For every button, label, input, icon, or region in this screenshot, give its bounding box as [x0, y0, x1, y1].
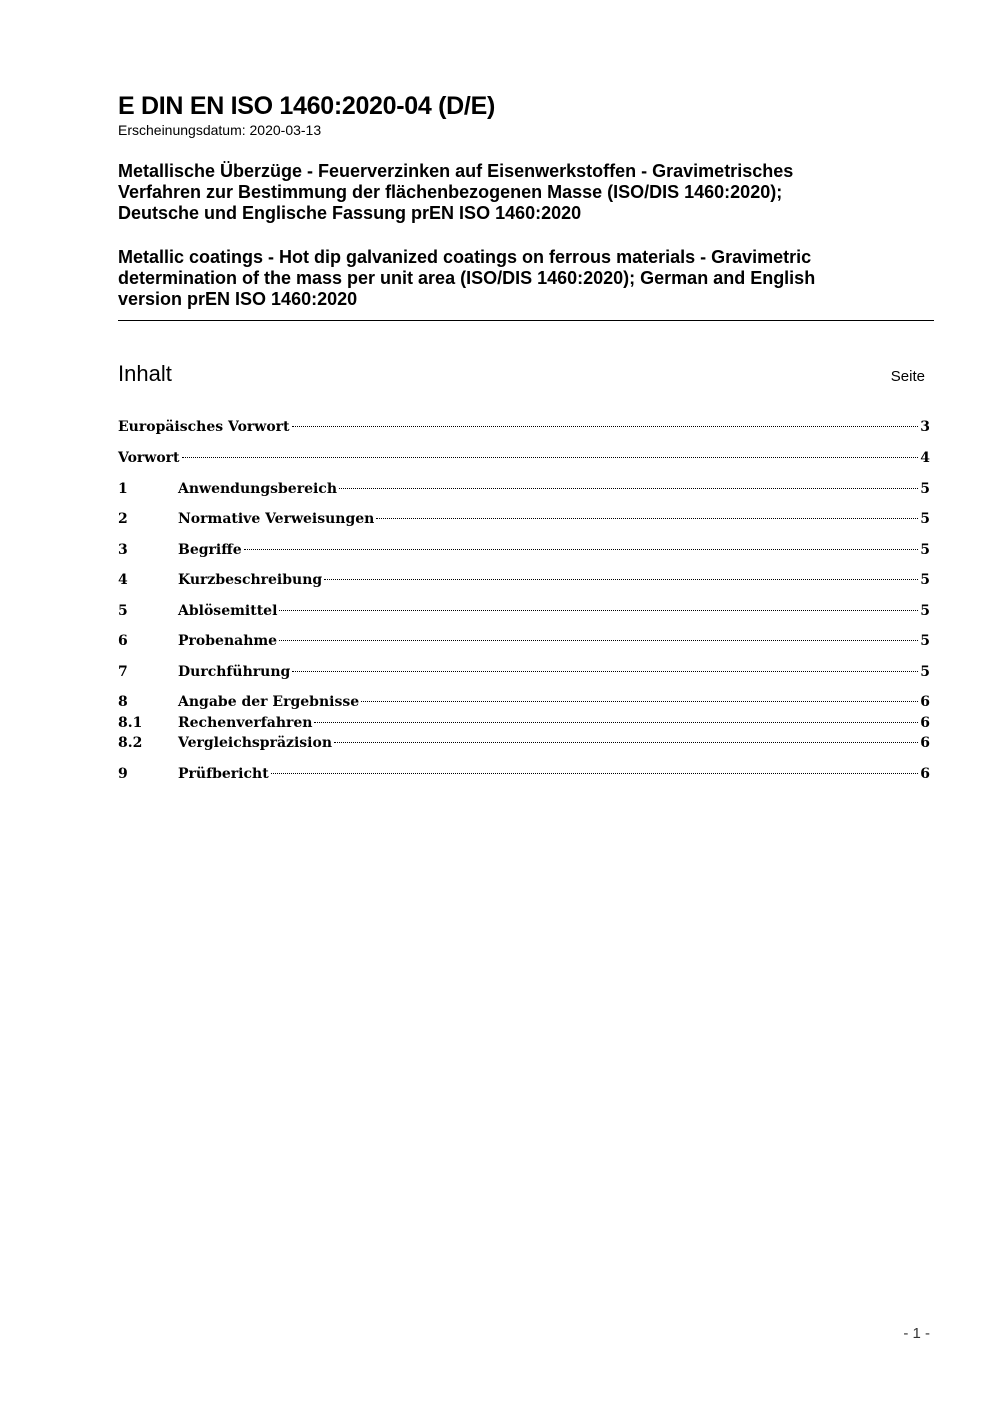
toc-entry[interactable]: [118, 733, 930, 753]
toc-entry-label: Europäisches Vorwort: [118, 419, 290, 435]
title-english: [118, 247, 934, 310]
toc-entry-label: Ablösemittel: [178, 603, 278, 619]
toc-entry[interactable]: [118, 479, 930, 499]
toc-entry[interactable]: [118, 662, 930, 682]
document-header: [118, 92, 934, 310]
toc-entry-number: 6: [118, 633, 128, 649]
toc-entry-label: Kurzbeschreibung: [178, 572, 323, 588]
toc-leader-dots: [361, 701, 918, 702]
toc-page-label: Seite: [890, 368, 925, 385]
title-german: [118, 161, 934, 224]
toc-entry-label: Vergleichspräzision: [178, 735, 332, 751]
toc-leader-dots: [339, 488, 918, 489]
toc-leader-dots: [376, 518, 918, 519]
title-german-line: Verfahren zur Bestimmung der flächenbezogenen Masse (ISO/DIS 1460:2020);: [118, 182, 783, 202]
toc-leader-dots: [314, 722, 918, 723]
title-english-line: determination of the mass per unit area (ISO/DIS 1460:2020); German and English: [118, 268, 816, 288]
publication-date: Erscheinungsdatum: 2020-03-13: [118, 122, 322, 138]
toc-entry[interactable]: [118, 448, 930, 468]
toc-leader-dots: [292, 671, 918, 672]
toc-entry-page: 5: [920, 633, 930, 649]
toc-entry-number: 1: [118, 481, 128, 497]
toc-entry[interactable]: [118, 764, 930, 784]
title-german-line: Metallische Überzüge - Feuerverzinken auf Eisenwerkstoffen - Gravimetrisches: [118, 161, 794, 181]
toc-entry[interactable]: [118, 631, 930, 651]
toc-entry-label: Durchführung: [178, 664, 291, 680]
title-divider: [118, 320, 934, 321]
toc-entry-page: 5: [920, 572, 930, 588]
toc-leader-dots: [271, 773, 919, 774]
toc-leader-dots: [279, 610, 918, 611]
toc-entry-page: 5: [920, 603, 930, 619]
title-english-line: Metallic coatings - Hot dip galvanized coatings on ferrous materials - Gravimetric: [118, 247, 812, 267]
toc-leader-dots: [324, 579, 918, 580]
toc-entry-page: 5: [920, 481, 930, 497]
toc-entry-page: 3: [920, 419, 930, 435]
toc-leader-dots: [182, 457, 919, 458]
toc-entry-number: 7: [118, 664, 128, 680]
toc-entry-label: Prüfbericht: [178, 766, 269, 782]
document-code: E DIN EN ISO 1460:2020-04 (D/E): [118, 92, 495, 120]
toc-leader-dots: [292, 426, 919, 427]
toc-entry[interactable]: [118, 570, 930, 590]
toc-entry-label: Anwendungsbereich: [178, 481, 337, 497]
toc-entry-number: 8.2: [118, 735, 143, 751]
toc-entry-label: Probenahme: [178, 633, 278, 649]
toc-entry-page: 4: [920, 450, 930, 466]
toc-entry[interactable]: [118, 713, 930, 733]
toc-entry[interactable]: [118, 417, 930, 437]
toc-entry-number: 3: [118, 542, 128, 558]
toc-entry-page: 6: [920, 735, 930, 751]
toc-entry-number: 2: [118, 511, 128, 527]
toc-entry-label: Normative Verweisungen: [178, 511, 375, 527]
toc-leader-dots: [244, 549, 919, 550]
toc-entry-page: 5: [920, 664, 930, 680]
toc-leader-dots: [279, 640, 918, 641]
toc-entry-number: 8.1: [118, 715, 143, 731]
toc-leader-dots: [334, 742, 918, 743]
toc-entry-number: 8: [118, 694, 128, 710]
toc-entry[interactable]: [118, 692, 930, 712]
toc-entry-label: Rechenverfahren: [178, 715, 313, 731]
toc-entry-label: Angabe der Ergebnisse: [178, 694, 360, 710]
toc-entry-page: 6: [920, 694, 930, 710]
toc-entry[interactable]: [118, 509, 930, 529]
toc-entry-number: 9: [118, 766, 128, 782]
toc-entry-number: 4: [118, 572, 128, 588]
toc-entry-page: 6: [920, 766, 930, 782]
toc-entry-number: 5: [118, 603, 128, 619]
toc-entry-page: 6: [920, 715, 930, 731]
toc-entry-page: 5: [920, 511, 930, 527]
toc-entry[interactable]: [118, 601, 930, 621]
toc-entry-label: Vorwort: [118, 450, 180, 466]
toc-entry-label: Begriffe: [178, 542, 242, 558]
toc-heading: Inhalt: [118, 361, 172, 386]
toc-entry[interactable]: [118, 540, 930, 560]
title-english-line: version prEN ISO 1460:2020: [118, 289, 358, 309]
toc-entry-page: 5: [920, 542, 930, 558]
page-number: - 1 -: [903, 1325, 930, 1342]
title-german-line: Deutsche und Englische Fassung prEN ISO 1460:2020: [118, 203, 582, 223]
